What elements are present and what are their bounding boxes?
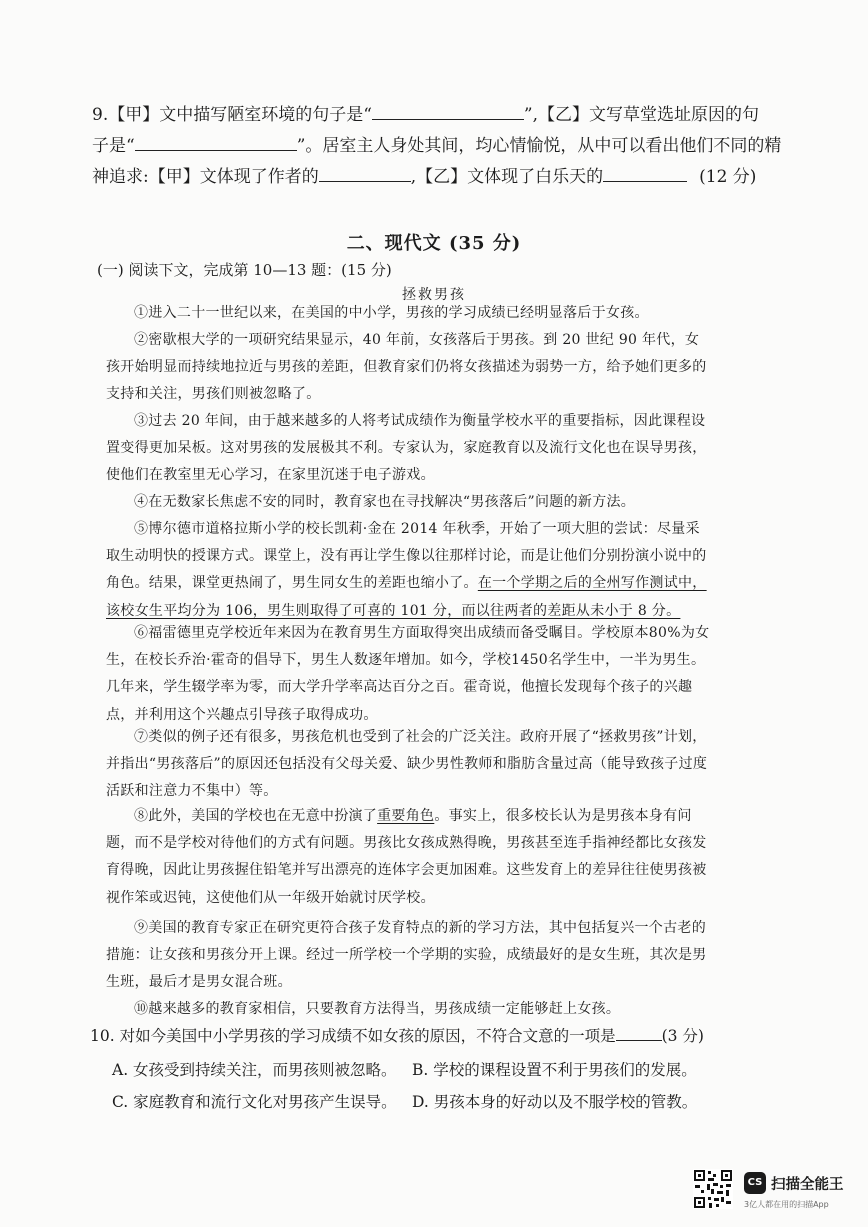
option-b[interactable]: B. 学校的课程设置不利于男孩们的发展。	[412, 1061, 697, 1079]
paragraph-8-text: ⑧此外，美国的学校也在无意中扮演了	[134, 808, 378, 824]
question-10-points: (3 分)	[661, 1027, 704, 1045]
option-d[interactable]: D. 男孩本身的好动以及不服学校的管教。	[412, 1093, 698, 1111]
question-10-stem: 10. 对如今美国中小学男孩的学习成绩不如女孩的原因，不符合文意的一项是	[90, 1027, 616, 1045]
watermark-name: 扫描全能王	[771, 1177, 844, 1193]
paragraph-text: ③过去 20 年间，由于越来越多的人将考试成绩作为衡量学校水平的重要指标，因此课程设置变得更加呆板。这对男孩的发展极其不利。专家认为，家庭教育以及流行文化也在误导男孩，使他们在教室里无心学习，在家里沉迷于电子游戏。	[106, 413, 707, 484]
paragraph-text	[106, 516, 712, 625]
paragraph-3	[106, 408, 712, 490]
answer-blank[interactable]	[603, 163, 687, 182]
underlined-sentence: 在一个学期之后的全州写作测试中，该校女生平均分为 106，男生则取得了可喜的 101 分，而以往两者的差距从未小于 8 分。	[106, 575, 707, 619]
camscanner-logo-icon: CS	[744, 1172, 766, 1194]
paragraph-2	[106, 327, 712, 409]
answer-blank[interactable]	[372, 101, 524, 120]
paragraph-5	[106, 516, 712, 625]
watermark-tagline: 3亿人都在用的扫描App	[744, 1200, 829, 1209]
option-a[interactable]: A. 女孩受到持续关注，而男孩则被忽略。	[112, 1061, 397, 1079]
question-9-text: 子是“	[92, 136, 135, 156]
answer-blank[interactable]	[319, 163, 411, 182]
paragraph-9	[106, 915, 712, 997]
paragraph-text: ⑩越来越多的教育家相信，只要教育方法得当，男孩成绩一定能够赶上女孩。	[134, 1001, 621, 1017]
question-9	[92, 100, 782, 193]
paragraph-text: ④在无数家长焦虑不安的同时，教育家也在寻找解决“男孩落后”问题的新方法。	[134, 494, 636, 510]
paragraph-6	[106, 620, 712, 729]
question-9-text: ,【乙】文体现了白乐天的	[410, 167, 604, 187]
paragraph-text: ①进入二十一世纪以来，在美国的中小学，男孩的学习成绩已经明显落后于女孩。	[134, 305, 649, 321]
passage-intro: (一) 阅读下文，完成第 10—13 题：(15 分)	[97, 261, 392, 279]
question-9-text: ”。居室主人身处其间，均心情愉悦，从中可以看出他们不同的精	[296, 136, 782, 156]
scanner-watermark	[744, 1172, 854, 1214]
paragraph-10	[106, 996, 712, 1023]
paragraph-text: ⑦类似的例子还有很多，男孩危机也受到了社会的广泛关注。政府开展了“拯救男孩”计划，并指出“男孩落后”的原因还包括没有父母关爱、缺少男性教师和脂肪含量过高（能导致孩子过度活跃和注意力不集中）等。	[106, 729, 708, 800]
question-9-line-2	[92, 131, 782, 162]
question-9-text: ”,【乙】文写草堂选址原因的句	[523, 105, 760, 125]
paragraph-5-text: ⑤博尔德市道格拉斯小学的校长凯莉·金在 2014 年秋季，开始了一项大胆的尝试：尽量采取生动明快的授课方式。课堂上，没有再让学生像以往那样讨论，而是让他们分别扮演小说中的角色。结果，课堂更热闹了，男生同女生的差距也缩小了。	[106, 521, 707, 592]
question-9-line-1	[92, 100, 760, 131]
question-9-text: 9.【甲】文中描写陋室环境的句子是“	[92, 105, 372, 125]
paragraph-4	[106, 489, 712, 516]
paragraph-text: ②密歇根大学的一项研究结果显示，40 年前，女孩落后于男孩。到 20 世纪 90 年代，女孩开始明显而持续地拉近与男孩的差距，但教育家们仍将女孩描述为弱势一方，给予她们更多的支持和关注，男孩们则被忽略了。	[106, 332, 707, 403]
paragraph-1	[106, 300, 712, 327]
paragraph-7	[106, 724, 712, 806]
question-9-text: 神追求:【甲】文体现了作者的	[92, 167, 319, 187]
paragraph-text	[106, 803, 712, 912]
question-9-line-3	[92, 162, 757, 193]
question-9-points: (12 分)	[699, 167, 757, 187]
section-title: 二、现代文 (35 分)	[346, 233, 522, 254]
options-row-2	[112, 1090, 697, 1112]
paragraph-8-text: 。事实上，很多校长认为是男孩本身有问题，而不是学校对待他们的方式有问题。男孩比女孩成熟得晚，男孩甚至连手指神经都比女孩发育得晚，因此让男孩握住铅笔并写出漂亮的连体字会更加困难。这些发育上的差异往往使男孩被视作笨或迟钝，这使他们从一年级开始就讨厌学校。	[106, 808, 707, 906]
underlined-phrase: 重要角色	[377, 808, 435, 824]
passage-title: 拯救男孩	[402, 287, 466, 303]
options-row-1	[112, 1058, 697, 1080]
paragraph-text: ⑨美国的教育专家正在研究更符合孩子发育特点的新的学习方法，其中包括复兴一个古老的措施：让女孩和男孩分开上课。经过一所学校一个学期的实验，成绩最好的是女生班，其次是男生班，最后才是男女混合班。	[106, 920, 707, 991]
option-c[interactable]: C. 家庭教育和流行文化对男孩产生误导。	[112, 1093, 397, 1111]
question-10	[90, 1024, 704, 1046]
answer-blank[interactable]	[135, 132, 297, 151]
qr-code-icon	[693, 1169, 733, 1209]
answer-blank[interactable]	[616, 1024, 662, 1041]
paragraph-8	[106, 803, 712, 912]
paragraph-text: ⑥福雷德里克学校近年来因为在教育男生方面取得突出成绩而备受瞩目。学校原本80%为女生，在校长乔治·霍奇的倡导下，男生人数逐年增加。如今，学校1450名学生中，一半为男生。几年来，学生辍学率为零，而大学升学率高达百分之百。霍奇说，他擅长发现每个孩子的兴趣点，并利用这个兴趣点引导孩子取得成功。	[106, 625, 710, 723]
